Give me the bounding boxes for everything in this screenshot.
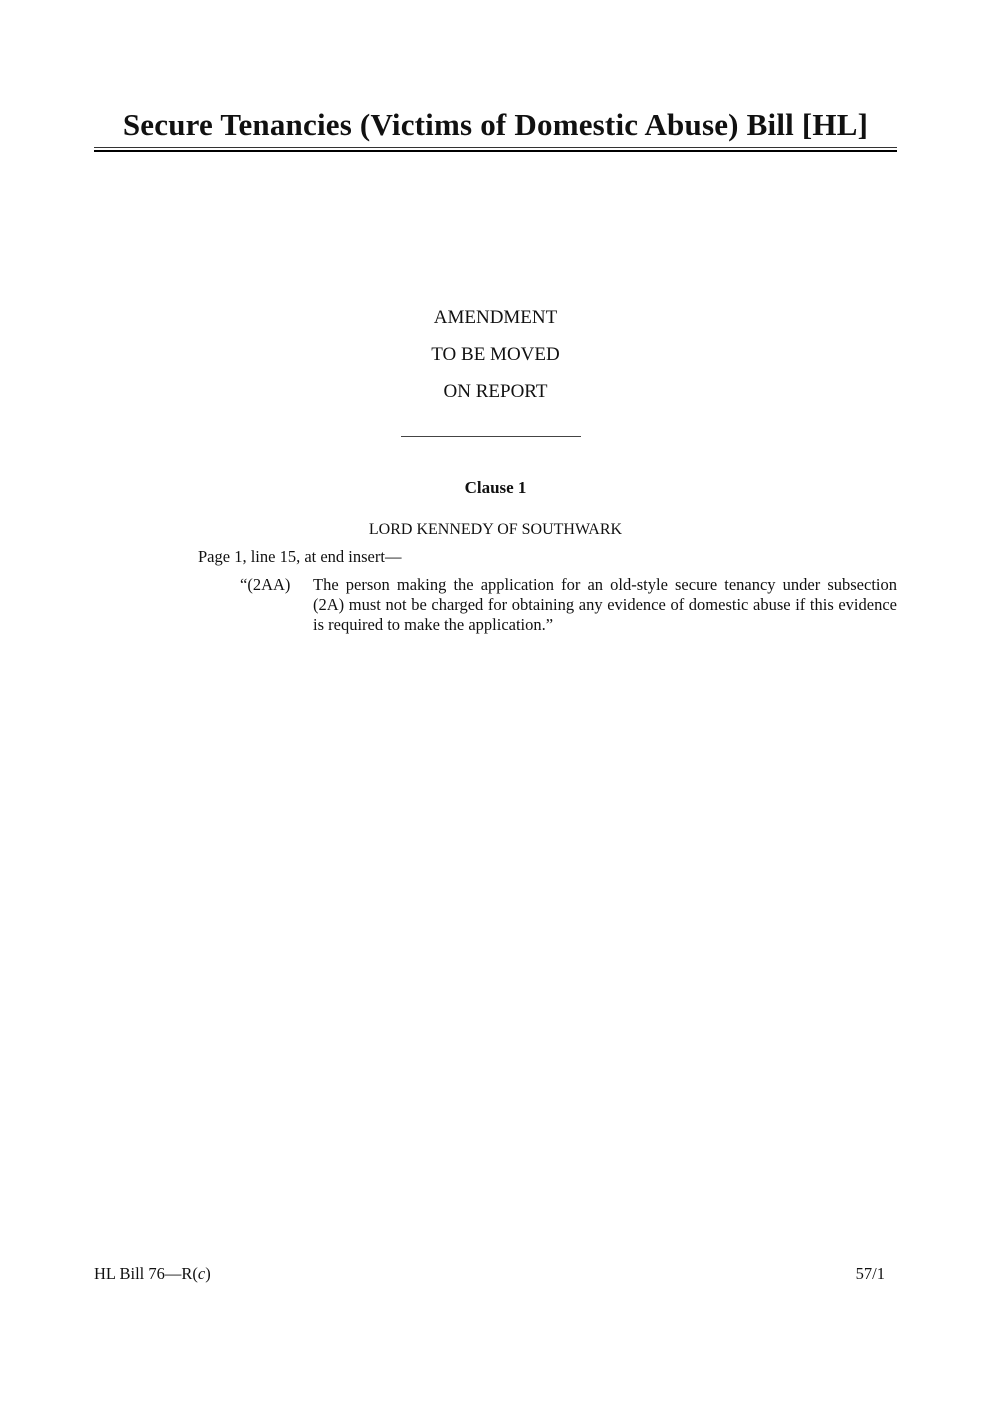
heading-to-be-moved: TO BE MOVED [431,344,560,365]
subsection-label: “(2AA) [240,575,291,594]
amendment-mover: LORD KENNEDY OF SOUTHWARK [368,521,623,538]
title-rule-thin [94,147,897,148]
amendment-text: The person making the application for an old-style secure tenancy under subsection (2A) must not be charged for obtaining any evidence of domestic abuse if this evidence is required to make the application.” [313,575,897,634]
amendment-number: 57/1 [855,1264,885,1283]
bill-reference [94,1264,211,1284]
amendment-instruction: Page 1, line 15, at end insert— [198,547,402,566]
title-rule-thick [94,150,897,152]
bill-reference-italic: c [197,1264,206,1283]
clause-heading: Clause 1 [464,478,527,497]
heading-amendment: AMENDMENT [433,307,558,328]
bill-title: Secure Tenancies (Victims of Domestic Abuse) Bill [HL] [122,107,869,142]
heading-on-report: ON REPORT [443,381,548,402]
section-divider [401,436,581,437]
bill-reference-prefix: HL Bill 76—R( [94,1264,198,1283]
bill-reference-suffix: ) [205,1264,211,1283]
